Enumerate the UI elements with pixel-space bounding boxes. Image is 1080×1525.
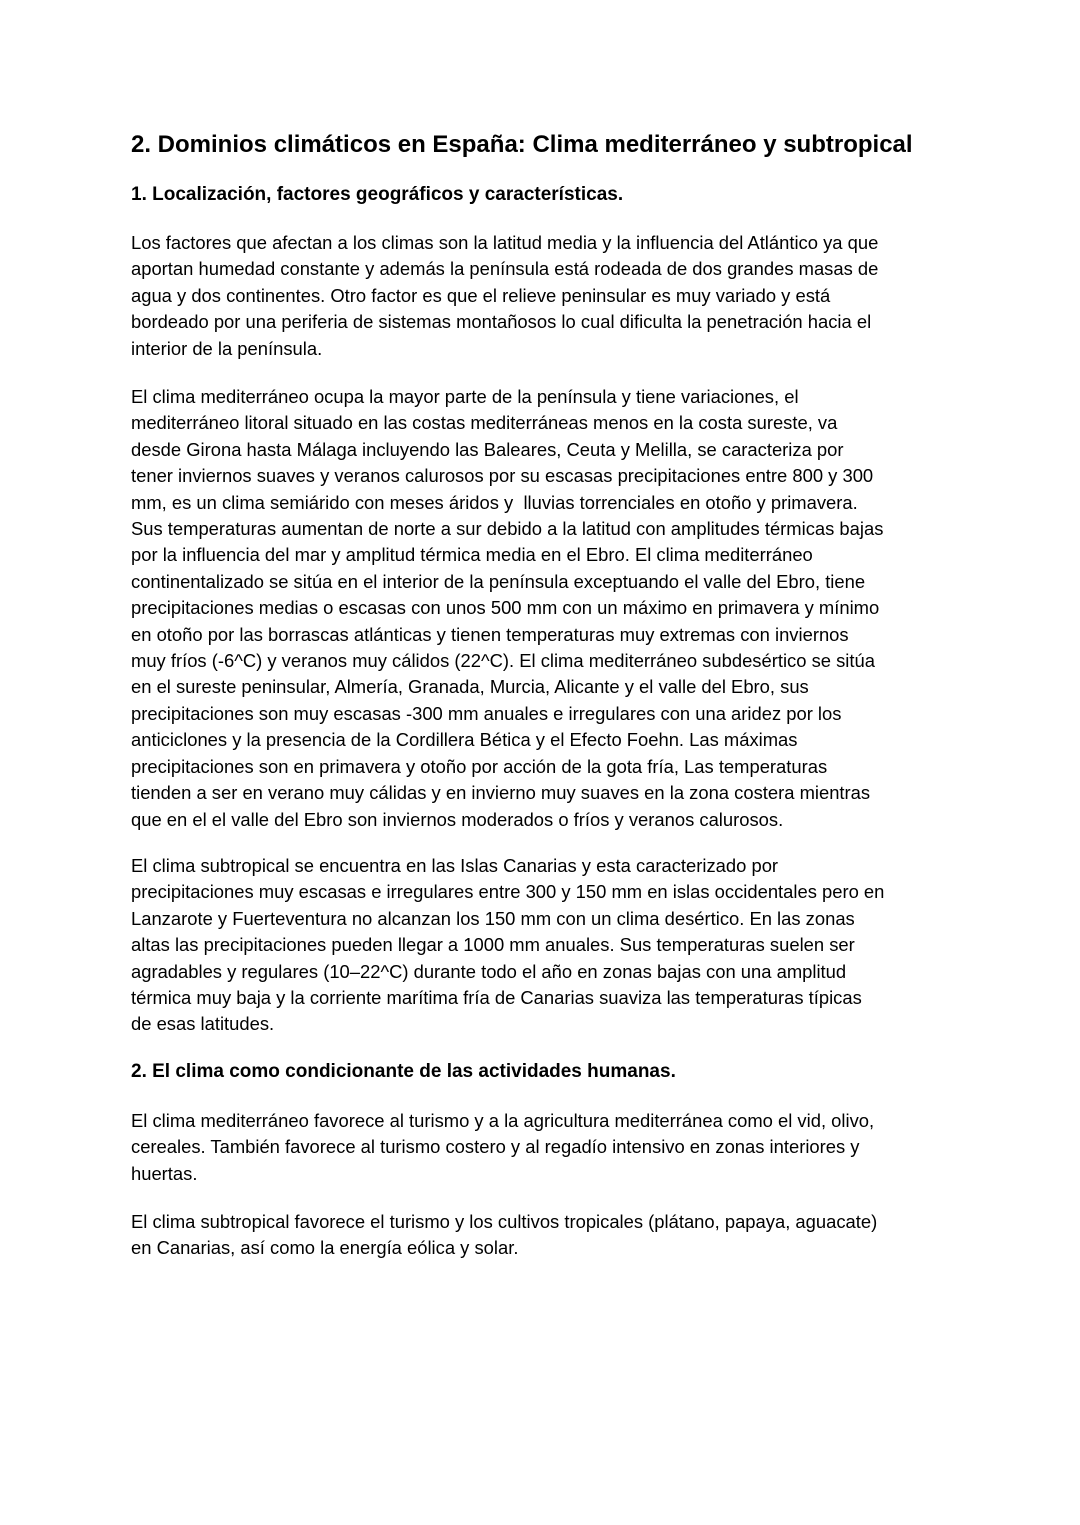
text-line: precipitaciones medias o escasas con unos 500 mm con un máximo en primavera y mínimo bbox=[131, 597, 880, 619]
text-line: por la influencia del mar y amplitud térmica media en el Ebro. El clima mediterráneo bbox=[131, 544, 813, 566]
text-line: Los factores que afectan a los climas son la latitud media y la influencia del Atlántico ya que bbox=[131, 232, 879, 253]
section-heading-actividades: 2. El clima como condicionante de las actividades humanas. bbox=[131, 1061, 676, 1082]
text-line: anticiclones y la presencia de la Cordillera Bética y el Efecto Foehn. Las máximas bbox=[131, 729, 798, 751]
paragraph-clima-subtropical bbox=[131, 853, 1011, 1038]
text-line: precipitaciones muy escasas e irregulares entre 300 y 150 mm en islas occidentales pero en bbox=[131, 881, 885, 903]
text-line: desde Girona hasta Málaga incluyendo las Baleares, Ceuta y Melilla, se caracteriza por bbox=[131, 438, 844, 460]
paragraph-clima-mediterraneo bbox=[131, 384, 1011, 833]
text-line: mm, es un clima semiárido con meses áridos y lluvias torrenciales en otoño y primavera. bbox=[131, 491, 858, 513]
text-line: El clima subtropical se encuentra en las Islas Canarias y esta caracterizado por bbox=[131, 855, 779, 876]
paragraph-actividades-mediterraneo bbox=[131, 1108, 1011, 1187]
text-line: en otoño por las borrascas atlánticas y tienen temperaturas muy extremas con inviernos bbox=[131, 623, 849, 645]
text-line: muy fríos (-6^C) y veranos muy cálidos (22^C). El clima mediterráneo subdesértico se sitúa bbox=[131, 650, 875, 672]
text-line: Lanzarote y Fuerteventura no alcanzan los 150 mm con un clima desértico. En las zonas bbox=[131, 907, 855, 929]
text-line: Sus temperaturas aumentan de norte a sur debido a la latitud con amplitudes térmicas bajas bbox=[131, 518, 884, 540]
text-line: El clima mediterráneo favorece al turismo y a la agricultura mediterránea como el vid, olivo, bbox=[131, 1110, 875, 1131]
text-line: El clima subtropical favorece el turismo y los cultivos tropicales (plátano, papaya, aguacate) bbox=[131, 1211, 878, 1232]
text-line: cereales. También favorece al turismo costero y al regadío intensivo en zonas interiores y bbox=[131, 1136, 860, 1158]
text-line: tener inviernos suaves y veranos calurosos por su escasas precipitaciones entre 800 y 300 bbox=[131, 465, 874, 487]
text-line: huertas. bbox=[131, 1162, 198, 1184]
text-line: en el sureste peninsular, Almería, Granada, Murcia, Alicante y el valle del Ebro, sus bbox=[131, 676, 809, 698]
text-line: de esas latitudes. bbox=[131, 1013, 275, 1035]
text-line: térmica muy baja y la corriente marítima fría de Canarias suaviza las temperaturas típicas bbox=[131, 987, 862, 1009]
text-line: mediterráneo litoral situado en las costas mediterráneas menos en la costa sureste, va bbox=[131, 412, 838, 434]
text-line: que en el el valle del Ebro son inviernos moderados o fríos y veranos calurosos. bbox=[131, 808, 784, 830]
text-line: tienden a ser en verano muy cálidas y en invierno muy suaves en la zona costera mientras bbox=[131, 782, 871, 804]
text-line: continentalizado se sitúa en el interior de la península exceptuando el valle del Ebro, tiene bbox=[131, 570, 866, 592]
text-line: altas las precipitaciones pueden llegar a 1000 mm anuales. Sus temperaturas suelen ser bbox=[131, 934, 855, 956]
paragraph-actividades-subtropical bbox=[131, 1209, 1011, 1262]
section-heading-localizacion: 1. Localización, factores geográficos y características. bbox=[131, 184, 624, 205]
text-line: agradables y regulares (10–22^C) durante todo el año en zonas bajas con una amplitud bbox=[131, 960, 847, 982]
text-line: aportan humedad constante y además la península está rodeada de dos grandes masas de bbox=[131, 258, 879, 280]
document-title: 2. Dominios climáticos en España: Clima mediterráneo y subtropical bbox=[131, 131, 913, 158]
text-line: agua y dos continentes. Otro factor es que el relieve peninsular es muy variado y está bbox=[131, 284, 831, 306]
text-line: interior de la península. bbox=[131, 337, 323, 359]
text-line: precipitaciones son muy escasas -300 mm anuales e irregulares con una aridez por los bbox=[131, 702, 842, 724]
text-line: bordeado por una periferia de sistemas montañosos lo cual dificulta la penetración hacia el bbox=[131, 311, 872, 333]
text-line: precipitaciones son en primavera y otoño por acción de la gota fría, Las temperaturas bbox=[131, 755, 828, 777]
text-line: El clima mediterráneo ocupa la mayor parte de la península y tiene variaciones, el bbox=[131, 386, 799, 407]
text-line: en Canarias, así como la energía eólica y solar. bbox=[131, 1237, 519, 1259]
paragraph-factores bbox=[131, 230, 1011, 362]
